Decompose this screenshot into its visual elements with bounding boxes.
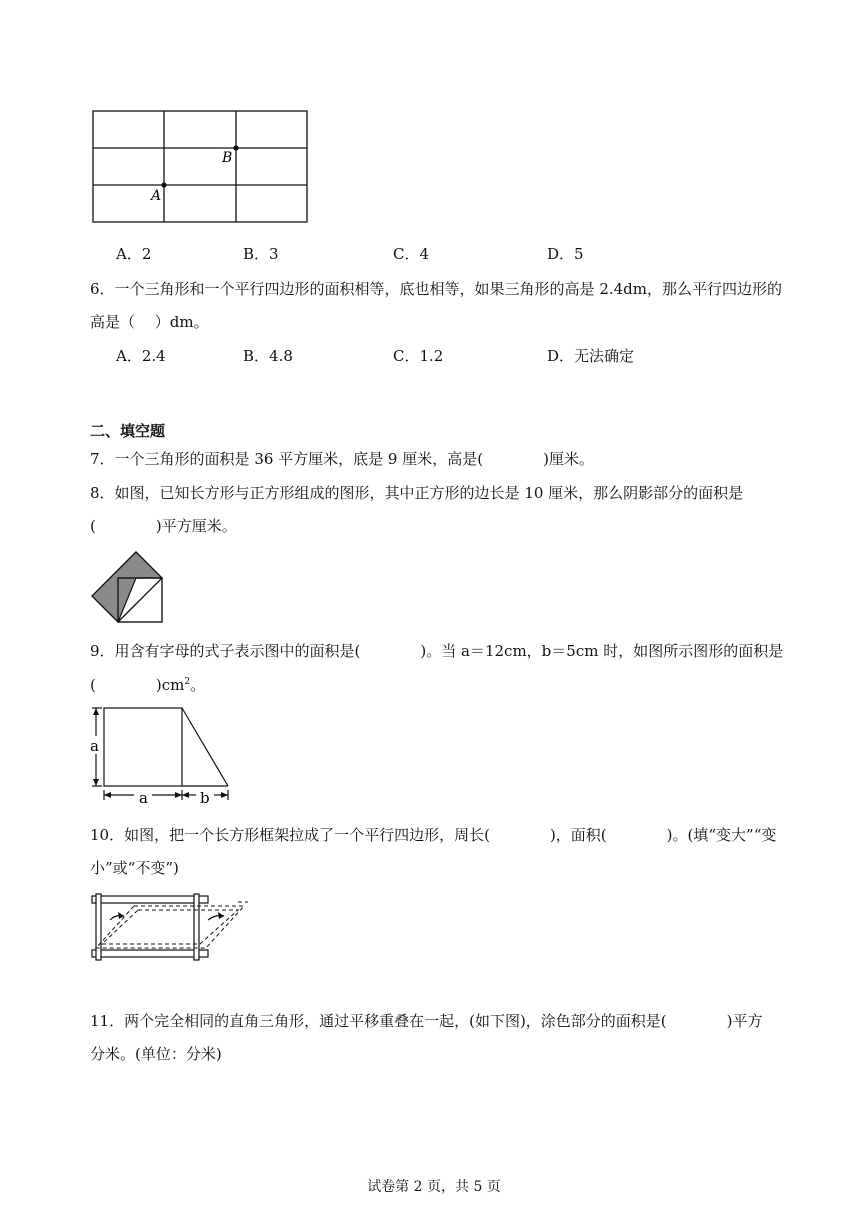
label-a: A — [151, 188, 162, 204]
section-title: 二、填空题 — [90, 422, 166, 440]
page-footer: 试卷第 2 页，共 5 页 — [367, 1179, 501, 1195]
q11-line2: 分米。(单位：分米) — [90, 1045, 222, 1063]
q6-option-a: A．2.4 — [116, 347, 166, 365]
point-b — [233, 145, 238, 150]
q8-line1: 8．如图，已知长方形与正方形组成的图形，其中正方形的边长是 10 厘米，那么阴影部分的面积是 — [90, 484, 744, 502]
q9-label-a-side: a — [90, 737, 99, 755]
q9-line2 — [90, 675, 205, 695]
q9-label-b-bottom: b — [200, 789, 210, 807]
q7-line1: 7．一个三角形的面积是 36 平方厘米，底是 9 厘米，高是( )厘米。 — [90, 450, 594, 468]
q5-option-b: B．3 — [243, 245, 279, 263]
q5-grid-figure — [88, 106, 314, 230]
q10-line1: 10．如图，把一个长方形框架拉成了一个平行四边形，周长( )，面积( )。(填“变大”“变 — [90, 826, 777, 844]
q9-line1: 9．用含有字母的式子表示图中的面积是( )。当 a＝12cm，b＝5cm 时，如图所示图形的面积是 — [90, 642, 784, 660]
q8-figure — [88, 548, 168, 626]
q9-line2-text: ( )cm — [90, 676, 185, 694]
q6-line1: 6．一个三角形和一个平行四边形的面积相等，底也相等，如果三角形的高是 2.4dm，那么平行四边形的 — [90, 280, 782, 298]
q8-line2: ( )平方厘米。 — [90, 517, 237, 535]
q6-option-d: D．无法确定 — [547, 347, 635, 365]
q6-option-b: B．4.8 — [243, 347, 293, 365]
q10-line2: 小”或“不变”) — [90, 859, 179, 877]
q6-option-c: C．1.2 — [393, 347, 444, 365]
q6-line2: 高是（ ）dm。 — [90, 313, 209, 331]
q9-superscript: 2 — [184, 677, 191, 687]
point-a — [161, 182, 166, 187]
q5-option-d: D．5 — [547, 245, 584, 263]
q5-option-c: C．4 — [393, 245, 430, 263]
q11-line1: 11．两个完全相同的直角三角形，通过平移重叠在一起，(如下图)，涂色部分的面积是( )平方 — [90, 1012, 763, 1030]
q9-figure — [86, 702, 236, 808]
q5-option-a: A．2 — [116, 245, 152, 263]
label-b: B — [222, 150, 233, 166]
q9-label-a-bottom: a — [139, 789, 148, 807]
q9-line2-end: 。 — [190, 676, 206, 694]
q10-figure — [88, 890, 254, 966]
